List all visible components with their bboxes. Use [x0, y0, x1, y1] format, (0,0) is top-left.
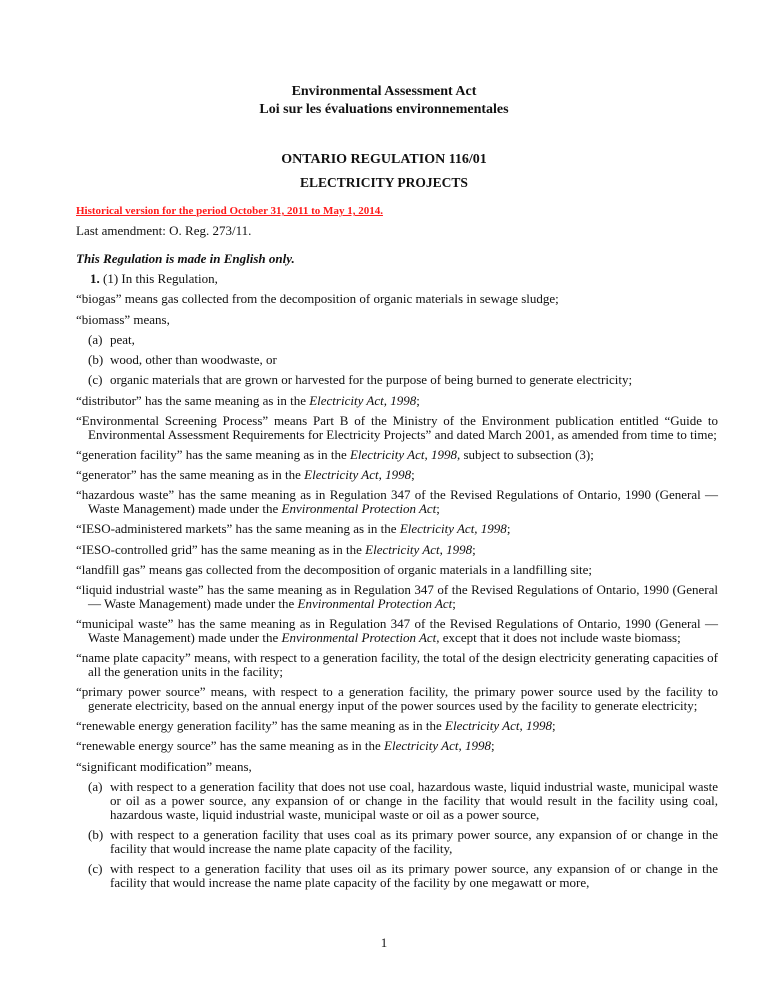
definition-paragraph — [76, 760, 718, 774]
act-reference: Electricity Act, 1998 — [365, 541, 473, 557]
act-reference: Electricity Act, 1998 — [349, 446, 457, 462]
definition-paragraph — [76, 414, 718, 442]
clause-paragraph — [76, 828, 718, 856]
paragraph-text: ; — [472, 541, 476, 557]
paragraph-text: peat, — [110, 331, 135, 347]
clause-label: (a) — [88, 778, 103, 794]
last-amendment: Last amendment: O. Reg. 273/11. — [76, 223, 252, 238]
clause-paragraph — [76, 862, 718, 890]
paragraph-text: ; — [506, 521, 511, 537]
paragraph-text: “name plate capacity” means, with respect to a generation facility, the total of the design electricity generating capacities of all the generation units in the facility; — [76, 650, 718, 679]
clause-paragraph — [76, 373, 718, 387]
paragraph-text: “generator” has the same meaning as in the — [76, 467, 305, 483]
regulation-number: ONTARIO REGULATION 116/01 — [281, 152, 487, 167]
definition-paragraph — [76, 292, 718, 306]
paragraph-text: wood, other than woodwaste, or — [110, 352, 277, 368]
paragraph-text: (1) In this Regulation, — [99, 271, 218, 287]
historical-version-notice: Historical version for the period October 31, 2011 to May 1, 2014. — [76, 205, 383, 217]
definition-paragraph — [76, 719, 718, 733]
regulation-body — [76, 252, 718, 896]
paragraph-text: “IESO-controlled grid” has the same meaning as in the — [76, 541, 366, 557]
language-note — [76, 252, 718, 266]
paragraph-text: “distributor” has the same meaning as in the — [76, 392, 310, 408]
paragraph-text: ; — [436, 501, 440, 517]
act-reference: Environmental Protection Act — [281, 629, 437, 645]
definition-paragraph — [76, 522, 718, 536]
paragraph-text: “IESO-administered markets” has the same meaning as in the — [76, 521, 400, 537]
act-reference: Environmental Protection Act — [281, 501, 437, 517]
section-heading — [76, 272, 718, 286]
paragraph-text: ; — [491, 738, 495, 754]
paragraph-text: This Regulation is made in English only. — [76, 251, 295, 266]
paragraph-text: ; — [411, 467, 415, 483]
paragraph-text: “primary power source” means, with respect to a generation facility, the primary power source used by the facility to generate electricity, based on the annual energy input of the power sources used by the facility to generate electricity; — [76, 684, 718, 713]
page-number: 1 — [380, 935, 388, 950]
paragraph-text: “renewable energy generation facility” has the same meaning as in the — [76, 718, 446, 734]
definition-paragraph — [76, 617, 718, 645]
act-reference: Electricity Act, 1998 — [384, 738, 492, 754]
definition-paragraph — [76, 448, 718, 462]
clause-paragraph — [76, 333, 718, 347]
clause-label: (c) — [88, 860, 103, 876]
act-reference: Electricity Act, 1998 — [309, 392, 417, 408]
paragraph-text: ; — [416, 392, 420, 408]
definition-paragraph — [76, 583, 718, 611]
paragraph-text: “biomass” means, — [76, 311, 170, 327]
paragraph-text: organic materials that are grown or harvested for the purpose of being burned to generate electricity; — [110, 372, 633, 388]
clause-paragraph — [76, 353, 718, 367]
paragraph-text: “Environmental Screening Process” means Part B of the Ministry of the Environment publication entitled “Guide to Environmental Assessment Requirements for Electricity Projects” and dated March 2001, as amended from time to time; — [76, 412, 718, 442]
paragraph-text: ; — [552, 718, 556, 734]
paragraph-text: with respect to a generation facility that uses oil as its primary power source, any expansion of or change in the facility that would increase the name plate capacity of the facility by one megawatt or more, — [110, 860, 718, 890]
paragraph-text: “hazardous waste” has the same meaning as in Regulation 347 of the Revised Regulations of Ontario, 1990 (General — Waste Management) made under the — [76, 487, 718, 517]
definition-paragraph — [76, 488, 718, 516]
definition-paragraph — [76, 739, 718, 753]
act-reference: Environmental Protection Act — [297, 595, 453, 611]
definition-paragraph — [76, 468, 718, 482]
regulation-title: ELECTRICITY PROJECTS — [300, 175, 468, 190]
definition-paragraph — [76, 543, 718, 557]
paragraph-text: “biogas” means gas collected from the decomposition of organic materials in sewage sludge; — [76, 291, 559, 307]
definition-paragraph — [76, 313, 718, 327]
paragraph-text: “generation facility” has the same meaning as in the — [76, 446, 350, 462]
paragraph-text: “landfill gas” means gas collected from the decomposition of organic materials in a landfilling site; — [76, 561, 592, 577]
definition-paragraph — [76, 394, 718, 408]
paragraph-text: “significant modification” means, — [76, 758, 252, 774]
act-title-english: Environmental Assessment Act — [291, 84, 477, 99]
clause-label: (a) — [88, 331, 103, 347]
paragraph-text: ; — [452, 595, 456, 611]
definition-paragraph — [76, 685, 718, 713]
clause-label: (b) — [88, 826, 104, 842]
paragraph-text: 1. — [90, 271, 100, 287]
paragraph-text: , subject to subsection (3); — [456, 446, 594, 462]
clause-label: (b) — [88, 352, 104, 368]
clause-label: (c) — [88, 372, 103, 388]
paragraph-text: , except that it does not include waste biomass; — [436, 629, 681, 645]
act-reference: Electricity Act, 1998 — [445, 718, 553, 734]
clause-paragraph — [76, 780, 718, 821]
act-reference: Electricity Act, 1998 — [304, 467, 412, 483]
definition-paragraph — [76, 651, 718, 679]
paragraph-text: with respect to a generation facility that does not use coal, hazardous waste, liquid industrial waste, municipal waste or oil as a power source, any expansion of or change in the facility that would result in the facility using coal, hazardous waste, liquid industrial waste, municipal waste or oil as a power source, — [110, 778, 718, 822]
definition-paragraph — [76, 563, 718, 577]
paragraph-text: “liquid industrial waste” has the same meaning as in Regulation 347 of the Revised Regulations of Ontario, 1990 (General — Waste Management) made under the — [76, 582, 718, 611]
paragraph-text: “municipal waste” has the same meaning as in Regulation 347 of the Revised Regulations of Ontario, 1990 (General — Waste Management) made under the — [76, 616, 718, 645]
act-title-french: Loi sur les évaluations environnementales — [259, 102, 509, 117]
act-reference: Electricity Act, 1998 — [399, 521, 507, 537]
paragraph-text: with respect to a generation facility that uses coal as its primary power source, any expansion of or change in the facility that would increase the name plate capacity of the facility, — [110, 826, 718, 856]
paragraph-text: “renewable energy source” has the same meaning as in the — [76, 738, 385, 754]
